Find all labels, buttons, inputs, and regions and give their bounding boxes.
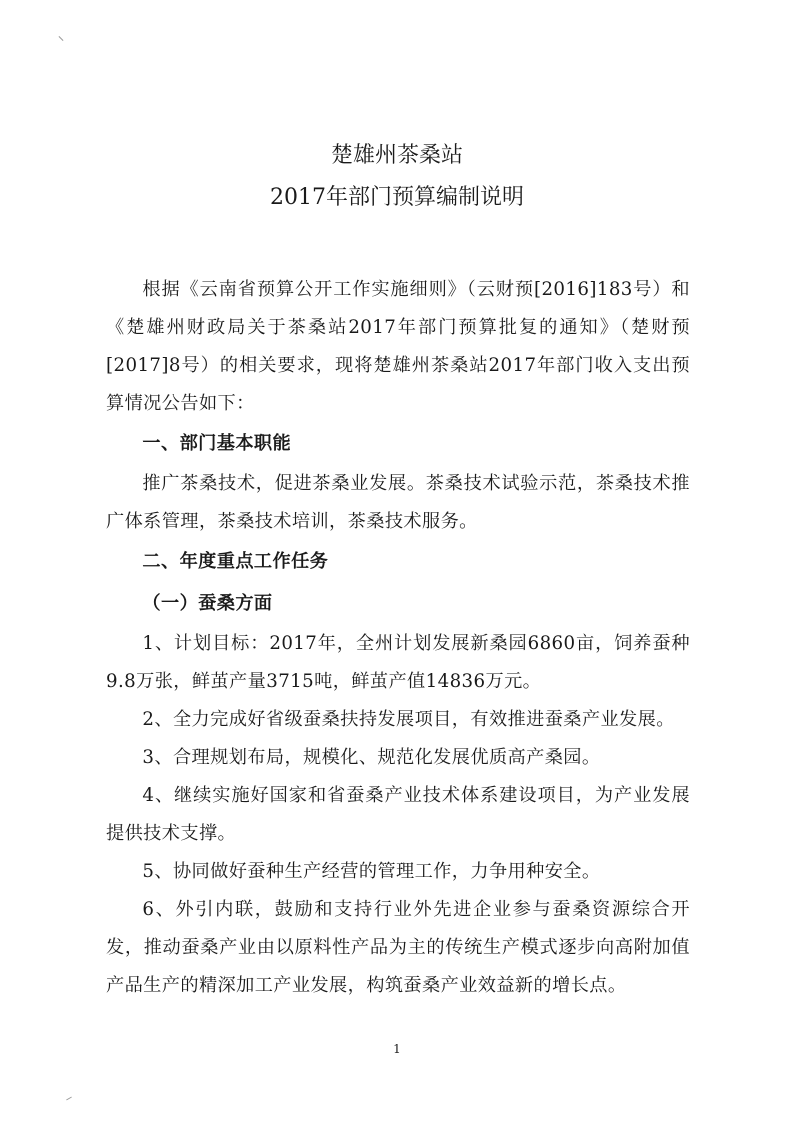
document-subtitle: 2017年部门预算编制说明 xyxy=(270,185,524,210)
task-item-6: 6、外引内联，鼓励和支持行业外先进企业参与蚕桑资源综合开发，推动蚕桑产业由以原料性产品为主的传统生产模式逐步向高附加值产品生产的精深加工产业发展，构筑蚕桑产业效益新的增长点。 xyxy=(106,899,690,996)
subsection-heading: （一）蚕桑方面 xyxy=(142,593,273,614)
document-body xyxy=(106,271,690,1005)
task-item-4: 4、继续实施好国家和省蚕桑产业技术体系建设项目，为产业发展提供技术支撑。 xyxy=(106,785,690,844)
document-title: 楚雄州茶桑站 xyxy=(330,143,463,168)
task-item-2: 2、全力完成好省级蚕桑扶持发展项目，有效推进蚕桑产业发展。 xyxy=(142,709,675,730)
task-item-3: 3、合理规划布局，规模化、规范化发展优质高产桑园。 xyxy=(142,747,601,768)
scan-mark xyxy=(66,1097,72,1101)
scan-mark xyxy=(59,36,64,41)
task-item-5: 5、协同做好蚕种生产经营的管理工作，力争用种安全。 xyxy=(142,861,601,882)
intro-paragraph: 根据《云南省预算公开工作实施细则》（云财预[2016]183号）和《楚雄州财政局关于茶桑站2017年部门预算批复的通知》（楚财预[2017]8号）的相关要求，现将楚雄州茶桑站2017年部门收入支出预算情况公告如下： xyxy=(106,279,690,414)
section-heading-2: 二、年度重点工作任务 xyxy=(142,551,329,572)
section-heading-1: 一、部门基本职能 xyxy=(142,433,292,454)
section1-paragraph: 推广茶桑技术，促进茶桑业发展。茶桑技术试验示范，茶桑技术推广体系管理，茶桑技术培训，茶桑技术服务。 xyxy=(106,473,690,532)
task-item-1: 1、计划目标：2017年，全州计划发展新桑园6860亩，饲养蚕种9.8万张，鲜茧产量3715吨，鲜茧产值14836万元。 xyxy=(106,633,690,692)
page-number: 1 xyxy=(393,1042,401,1056)
